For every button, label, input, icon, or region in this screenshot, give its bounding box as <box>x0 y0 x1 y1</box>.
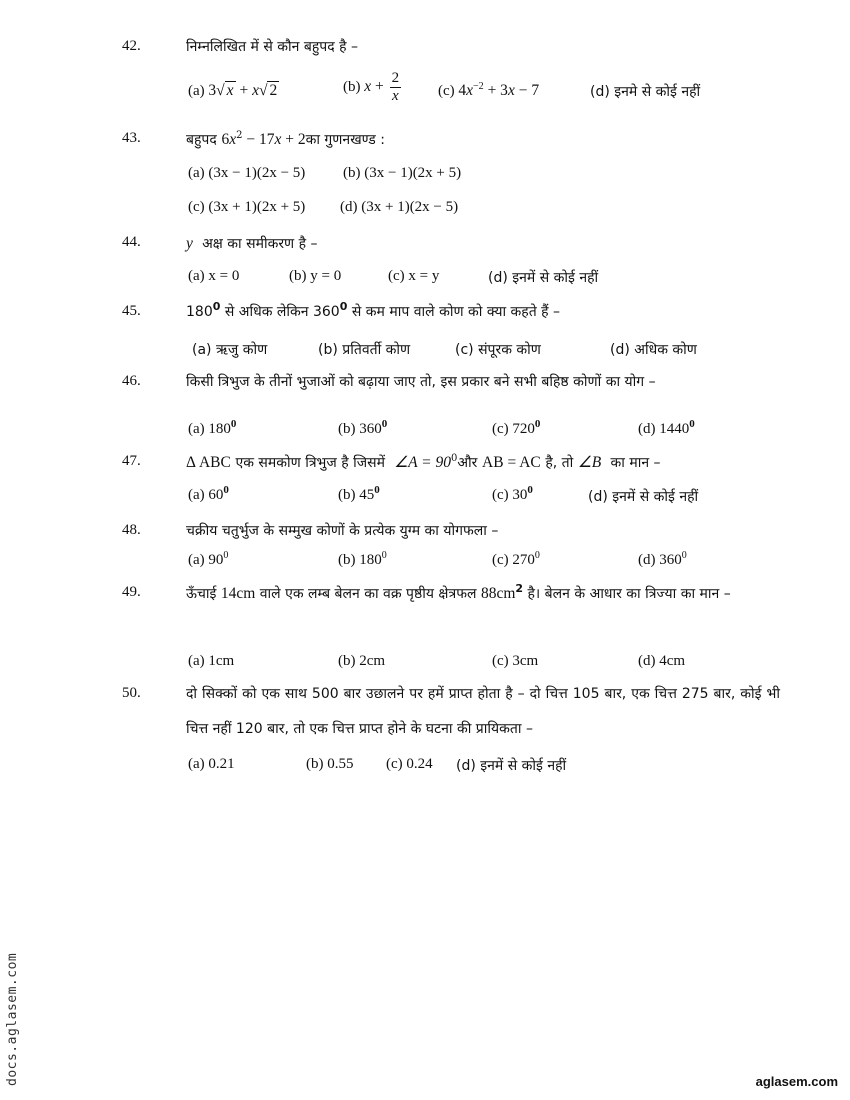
options-48 <box>0 552 850 576</box>
option-d: (d) 1440$^0$ <box>638 418 695 437</box>
question-text: बहुपद $6x^2 - 17x$ + 2का गुणनखण्ड : <box>186 130 385 148</box>
footer-brand: aglasem.com <box>755 1074 838 1089</box>
option-b: (b) 2cm <box>338 653 386 669</box>
option-a: (a) ऋजु कोण <box>192 342 268 358</box>
question-number: 47. <box>122 453 141 469</box>
option-d: (d) 4cm <box>638 653 686 669</box>
question-number: 44. <box>122 234 141 250</box>
option-a: (a) 1cm <box>188 653 235 669</box>
option-a: (a) 3√ x + x√ 2 <box>188 82 278 99</box>
option-c: (c) (3x + 1)(2x + 5) <box>188 199 306 215</box>
option-d: (d) (3x + 1)(2x − 5) <box>340 199 459 215</box>
option-b: (b) y = 0 <box>289 268 342 284</box>
option-c: (c) संपूरक कोण <box>455 342 541 358</box>
option-b: (b) $180^0$ <box>338 550 387 568</box>
option-d: (d) इनमें से कोई नहीं <box>456 758 567 774</box>
question-number: 45. <box>122 303 141 319</box>
watermark: docs.aglasem.com <box>5 952 20 1086</box>
question-text: निम्नलिखित में से कौन बहुपद है – <box>186 39 358 55</box>
option-a: (a) (3x − 1)(2x − 5) <box>188 165 306 181</box>
option-b: (b) प्रतिवर्ती कोण <box>318 342 411 358</box>
question-number: 46. <box>122 373 141 389</box>
option-d: (d) इनमें से कोई नहीं <box>588 489 699 505</box>
question-number: 42. <box>122 38 141 54</box>
option-b: (b) $45^0$ <box>338 484 380 503</box>
question-number: 43. <box>122 130 141 146</box>
option-a: (a) $60^0$ <box>188 484 229 503</box>
option-a: (a) x = 0 <box>188 268 240 284</box>
option-d: (d) अधिक कोण <box>610 342 697 358</box>
option-b: (b) (3x − 1)(2x + 5) <box>343 165 462 181</box>
options-43-row1 <box>0 165 850 189</box>
options-45 <box>0 340 850 364</box>
option-c: (c) $270^0$ <box>492 550 540 568</box>
option-c: (c) $30^0$ <box>492 484 533 503</box>
options-47 <box>0 484 850 511</box>
option-c: (c) 0.24 <box>386 756 433 772</box>
options-46 <box>0 418 850 445</box>
question-text: y अक्ष का समीकरण है – <box>186 235 318 252</box>
question-text: चक्रीय चतुर्भुज के सम्मुख कोणों के प्रत्येक युग्म का योगफला – <box>186 523 499 539</box>
option-d: (d) इनमें से कोई नहीं <box>488 270 599 286</box>
options-42 <box>0 70 850 106</box>
question-text: दो सिक्कों को एक साथ 500 बार उछालने पर हमें प्राप्त होता है – दो चित्त 105 बार, एक चित्त 275 बार, कोई भी चित्त नहीं 120 बार, तो एक चित्त प्राप्त होने के घटना की प्रायिकता – <box>186 686 780 737</box>
question-number: 49. <box>122 584 141 600</box>
option-c: (c) $4x^{-2} + 3x - 7$ <box>438 81 540 99</box>
options-43-row2 <box>0 199 850 223</box>
option-d: (d) इनमे से कोई नहीं <box>590 84 701 100</box>
question-text: ऊँचाई 14cm वाले एक लम्ब बेलन का वक्र पृष्ठीय क्षेत्रफल $88cm^2$ है। बेलन के आधार का त्रिज्या का मान – <box>186 582 731 602</box>
option-a: (a) 0.21 <box>188 756 235 772</box>
question-text: किसी त्रिभुज के तीनों भुजाओं को बढ़ाया जाए तो, इस प्रकार बने सभी बहिष्ठ कोणों का योग – <box>186 374 656 390</box>
question-number: 48. <box>122 522 141 538</box>
option-a: (a) $90^0$ <box>188 550 229 568</box>
question-text: Δ ABC एक समकोण त्रिभुज है जिसमें ∠A = $90^0और$ AB = AC है, तो ∠B का मान – <box>186 453 661 471</box>
option-c: (c) 3cm <box>492 653 539 669</box>
option-d: (d) $360^0$ <box>638 550 687 568</box>
option-b: (b) $360^0$ <box>338 418 388 437</box>
question-text: $180^0$ से अधिक लेकिन $360^0$ से कम माप वाले कोण को क्या कहते हैं – <box>186 300 561 320</box>
option-b: (b) x + $\frac{2}{x}$ <box>343 70 400 104</box>
options-50 <box>0 756 850 780</box>
options-49 <box>0 653 850 677</box>
question-number: 50. <box>122 685 141 701</box>
options-44 <box>0 268 850 292</box>
option-c: (c) x = y <box>388 268 440 284</box>
option-b: (b) 0.55 <box>306 756 354 772</box>
option-c: (c) $720^0$ <box>492 418 541 437</box>
option-a: (a) $180^0$ <box>188 418 237 437</box>
